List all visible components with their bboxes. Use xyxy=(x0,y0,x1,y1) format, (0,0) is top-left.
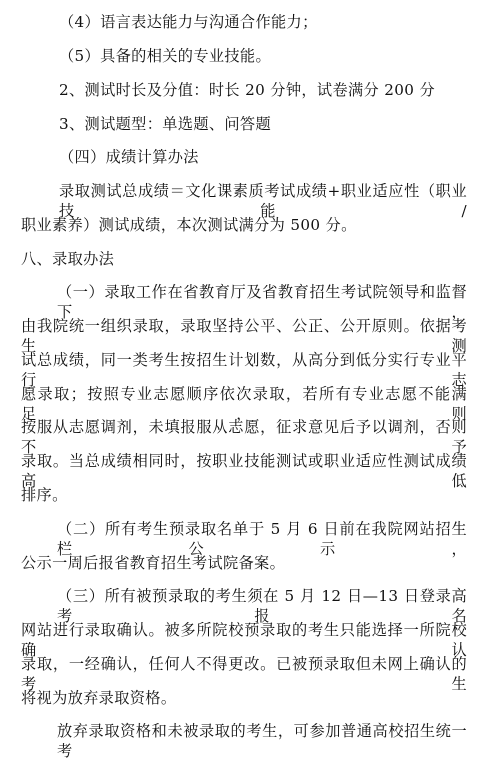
text-line-16: （二）所有考生预录取名单于 5 月 6 日前在我院网站招生栏公示， xyxy=(57,520,467,558)
text-line-18: （三）所有被预录取的考生须在 5 月 12 日—13 日登录高考报名 xyxy=(57,587,467,625)
text-line-3: 2、测试时长及分值：时长 20 分钟，试卷满分 200 分 xyxy=(59,81,435,99)
text-line-7: 职业素养）测试成绩，本次测试满分为 500 分。 xyxy=(21,216,357,234)
text-line-11: 试总成绩，同一类考生按招生计划数，从高分到低分实行专业平行志 xyxy=(21,351,467,389)
text-line-13: 按服从志愿调剂，未填报服从志愿，征求意见后予以调剂，否则不予 xyxy=(21,418,467,456)
text-line-14: 录取。当总成绩相同时，按职业技能测试或职业适应性测试成绩高低 xyxy=(21,452,467,490)
text-line-21: 将视为放弃录取资格。 xyxy=(21,689,177,707)
text-line-9: （一）录取工作在省教育厅及省教育招生考试院领导和监督下， xyxy=(57,283,467,321)
section-heading-score: （四）成绩计算办法 xyxy=(59,148,199,166)
text-line-4: 3、测试题型：单选题、问答题 xyxy=(59,115,272,133)
text-line-12: 愿录取；按照专业志愿顺序依次录取，若所有专业志愿不能满足，则 xyxy=(21,385,467,423)
text-line-22: 放弃录取资格和未被录取的考生，可参加普通高校招生统一考 xyxy=(57,722,467,760)
text-line-15: 排序。 xyxy=(21,486,68,504)
text-line-1: （4）语言表达能力与沟通合作能力； xyxy=(59,13,318,31)
text-line-2: （5）具备的相关的专业技能。 xyxy=(59,47,272,65)
text-line-6: 录取测试总成绩＝文化课素质考试成绩+职业适应性（职业技能/ xyxy=(59,182,467,220)
text-line-17: 公示一周后报省教育招生考试院备案。 xyxy=(21,554,286,572)
text-line-19: 网站进行录取确认。被多所院校预录取的考生只能选择一所院校确认 xyxy=(21,621,467,659)
section-heading-admission: 八、录取办法 xyxy=(21,250,115,268)
text-line-10: 由我院统一组织录取，录取坚持公平、公正、公开原则。依据考生测 xyxy=(21,317,467,355)
text-line-20: 录取，一经确认，任何人不得更改。已被预录取但未网上确认的考生 xyxy=(21,655,467,693)
